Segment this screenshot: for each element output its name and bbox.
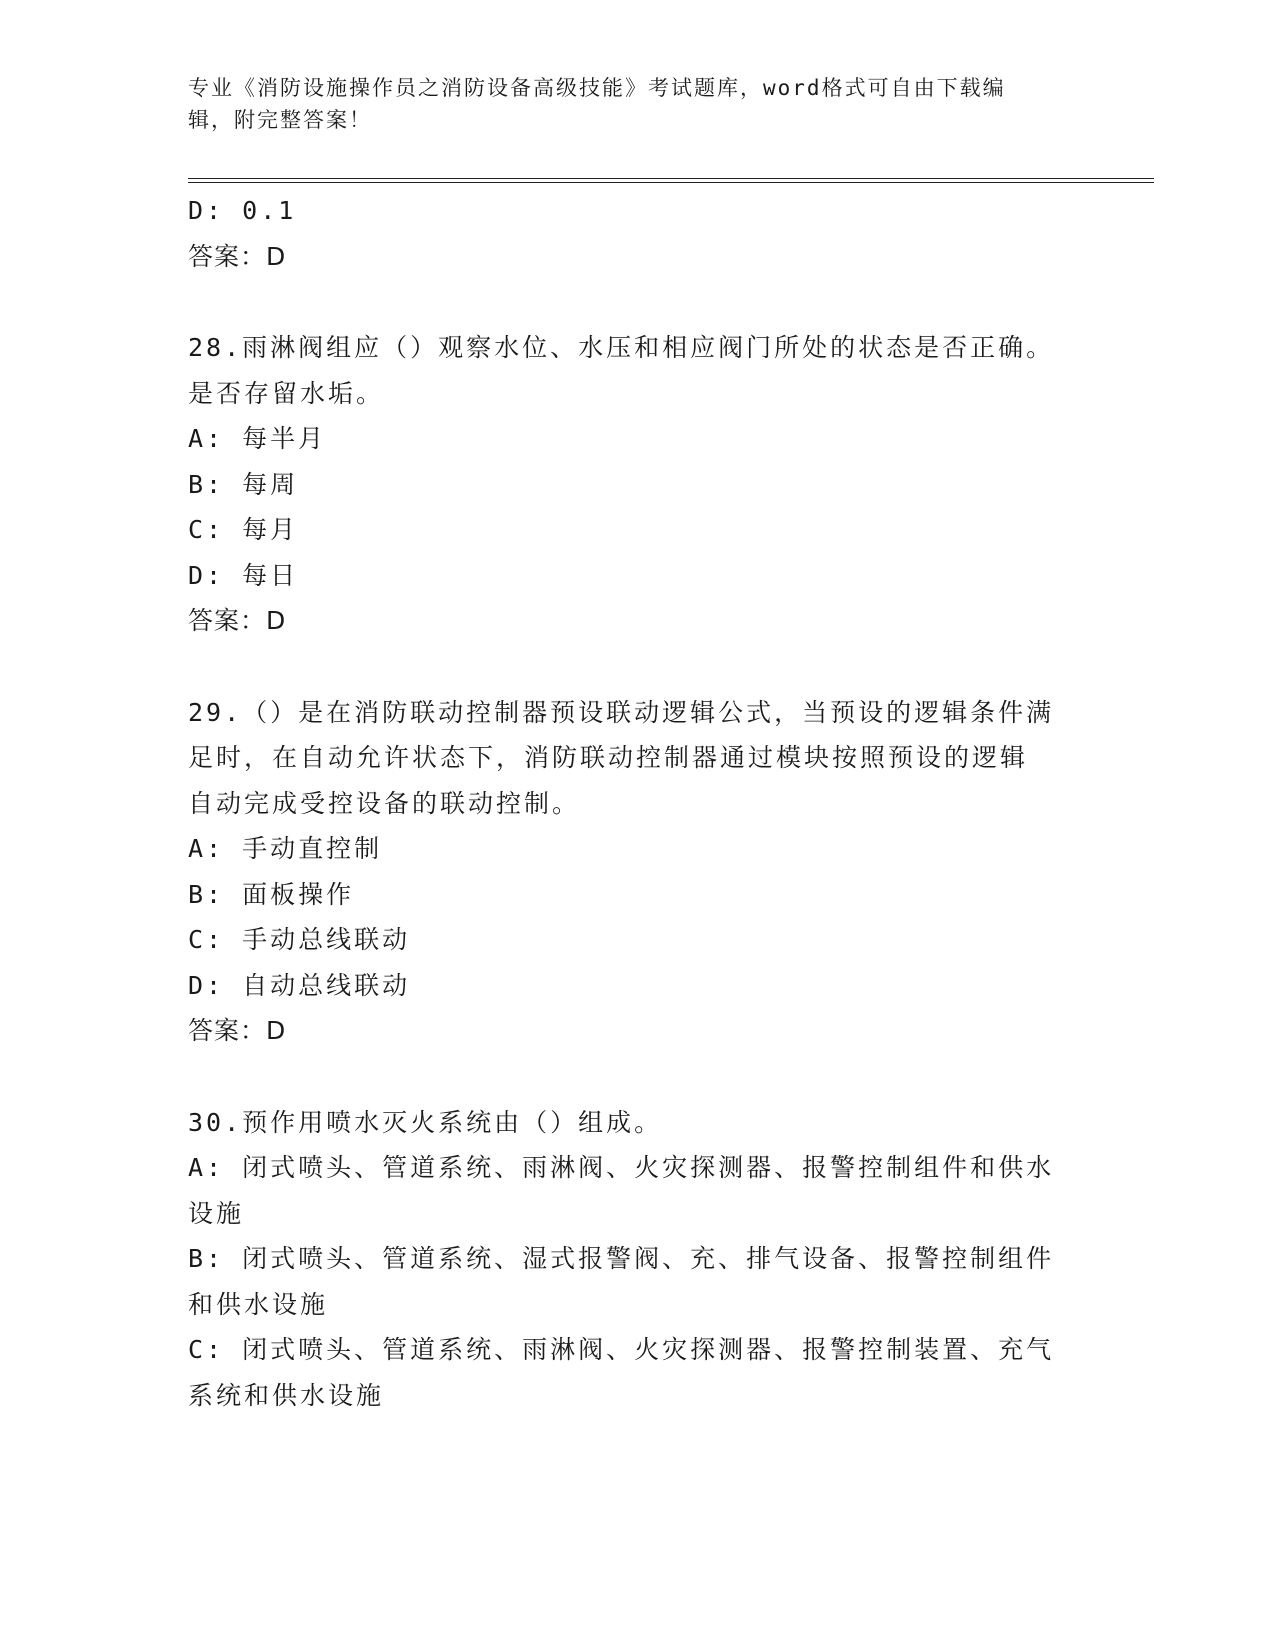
answer-label: 答案：D — [188, 241, 287, 271]
spacer — [188, 1054, 1088, 1100]
previous-question-tail — [188, 188, 1088, 279]
question-stem-line: 30.预作用喷水灭火系统由（）组成。 — [188, 1107, 663, 1137]
header-divider-top — [188, 178, 1154, 179]
question-stem-line: 28.雨淋阀组应（）观察水位、水压和相应阀门所处的状态是否正确。 — [188, 333, 1055, 362]
question-stem-line: 是否存留水垢。 — [188, 378, 385, 408]
spacer — [188, 279, 1088, 325]
option-b-line-1: B: 闭式喷头、管道系统、湿式报警阀、充、排气设备、报警控制组件 — [188, 1244, 1055, 1273]
spacer — [188, 644, 1088, 690]
option-b-line-2: 和供水设施 — [188, 1289, 329, 1319]
header-line-2: 辑，附完整答案！ — [188, 108, 372, 132]
question-stem-line: 足时，在自动允许状态下，消防联动控制器通过模块按照预设的逻辑 — [188, 743, 1029, 772]
option-c-line-2: 系统和供水设施 — [188, 1380, 385, 1410]
question-28 — [188, 325, 1088, 644]
answer-label: 答案：D — [188, 606, 287, 635]
option-c-line-1: C: 闭式喷头、管道系统、雨淋阀、火灾探测器、报警控制装置、充气 — [188, 1335, 1055, 1364]
header-divider-bottom — [188, 182, 1154, 183]
option-a-line-2: 设施 — [188, 1198, 245, 1228]
option-d: D: 自动总线联动 — [188, 970, 411, 1000]
option-b: B: 每周 — [188, 469, 299, 499]
question-30 — [188, 1100, 1088, 1419]
option-a: A: 每半月 — [188, 424, 327, 453]
question-stem-line: 自动完成受控设备的联动控制。 — [188, 788, 581, 818]
option-a: A: 手动直控制 — [188, 834, 383, 863]
header-line-1: 专业《消防设施操作员之消防设备高级技能》考试题库，word格式可自由下载编 — [188, 76, 1006, 100]
question-content — [188, 188, 1088, 1418]
question-stem-line: 29.（）是在消防联动控制器预设联动逻辑公式，当预设的逻辑条件满 — [188, 697, 1055, 727]
option-a-line-1: A: 闭式喷头、管道系统、雨淋阀、火灾探测器、报警控制组件和供水 — [188, 1153, 1055, 1182]
question-29 — [188, 690, 1088, 1054]
option-c: C: 每月 — [188, 515, 299, 544]
option-c: C: 手动总线联动 — [188, 925, 411, 954]
option-d: D: 0.1 — [188, 196, 297, 225]
document-header — [188, 72, 1068, 136]
option-d: D: 每日 — [188, 560, 299, 590]
option-b: B: 面板操作 — [188, 879, 355, 909]
answer-label: 答案：D — [188, 1016, 287, 1045]
